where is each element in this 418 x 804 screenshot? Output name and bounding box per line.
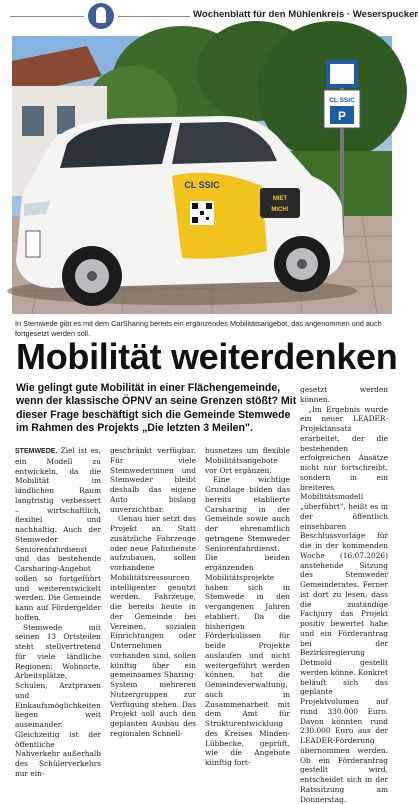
paragraph: „Im Ergebnis wurde ein neuer LEADER-Projektansatz erarbeitet, der die bestehenden erfolgreichen Ansätze nicht nur fortschreibt, sondern in ein breiteres Mobilitätsmodell „überführt", heißt es in der öffentlich einsehbaren Beschlussvorlage für die in der kommenden Woche (16.07.2026) anstehende Sitzung des Stemweder Gemeinderates. Ferner ist dort zu lesen, dass die zuständige Fachjury das Projekt positiv bewertet habe und ein Förderantrag bei der Bezirksregierung Detmold gestellt werden könne. Konkret beläuft sich das geplante Projektvolumen auf rund 330.000 Euro. Davon könnten rund 230.000 Euro aus der LEADER-Förderung übernommen werden. Ob ein Förderantrag gestellt wird, entscheidet sich in der Ratssitzung am Donnerstag. [300, 405, 388, 804]
article-lead: Wie gelingt gute Mobilität in einer Flächengemeinde, wenn der klassische ÖPNV an seine Grenzen stößt? Mit dieser Frage beschäftigt sich die Gemeinde Stemwede im Rahmen des Projekts „Die letzten 3 Meilen". [16, 382, 304, 435]
article-column-1 [15, 446, 101, 636]
paragraph: gesetzt werden können. [300, 385, 388, 405]
logo-figure [96, 7, 106, 23]
publication-logo-icon [88, 3, 114, 29]
car-brand-text: CL SSIC [184, 180, 220, 190]
photo-caption: In Stemwede gibt es mit dem CarSharing bereits ein ergänzendes Mobilitätsangebot, das angenommen und auch fortgesetzt werden soll. [15, 319, 387, 338]
sign-parking-letter: P [338, 109, 346, 123]
paragraph: Eine wichtige Grundlage bilden das bereits etablierte Carsharing in der Gemeinde sowie auch der ehrenamtlich getragene Stemweder Seniorenfahrdienst. Die beiden ergänzenden Mobilitätsprojekte haben sich in Stemwede in den vergangenen Jahren etabliert. Da die bisherigen Förderkulissen für beide Projekte auslaufen und nicht weitergeführt werden können, hat die Gemeindeverwaltung, auch in Zusammenarbeit mit dem Amt für Strukturentwicklung des Kreises Minden-Lübbecke, geprüft, wie die Angebote künftig fort- [205, 475, 290, 768]
paragraph: Stemwede mit seinen 13 Ortsteilen steht stellvertretend für viele ländliche Regionen: Wohnorte, Arbeitsplätze, Schulen, Arztpraxen und Einkaufsmöglichkeiten liegen weit auseinander. Gleichzeitig ist der öffentliche Nahverkehr außerhalb des Schülerverkehrs nur ein- [15, 623, 101, 779]
paragraph: busnetzes um flexible Mobilitätsangebote vor Ort ergänzen. [205, 446, 290, 475]
svg-text:MICH!: MICH! [271, 207, 288, 213]
car-slogan-text: MIET [273, 196, 288, 202]
header-rule-left [10, 16, 84, 17]
dateline: STEMWEDE. [15, 448, 57, 455]
paragraph: Genau hier setzt das Projekt an. Statt zusätzliche Fahrzeuge oder neue Fahrdienste aufzubauen, sollen vorhandene Mobilitätsressourcen intelligenter genutzt werden. Fahrzeuge, die bereits heute in der Gemeinde bei Vereinen, sozialen Einrichtungen oder Unternehmen vorhanden sind, sollen künftig über ein gemeinsames Sharing-System mehreren Nutzergruppen zur Verfügung stehen. Das Projekt soll auch den geplanten Ausbau des regionalen Schnell- [110, 514, 196, 738]
sign-brand-text: CL SSIC [329, 97, 355, 104]
article-headline: Mobilität weiterdenken [16, 336, 396, 378]
article-photo [12, 36, 392, 314]
article-column-2 [110, 446, 196, 636]
header-rule-mid [118, 16, 190, 17]
paragraph: geschränkt verfügbar. Für viele Stemwederinnen und Stemweder bleibt deshalb das eigene Auto bislang unverzichtbar. [110, 446, 196, 514]
publication-name: Wochenblatt für den Mühlenkreis · Weserspucker [193, 9, 398, 20]
paragraph: STEMWEDE. Ziel ist es, ein Modell zu entwickeln, da die Mobilität im ländlichen Raum langfristig verbessert – wirtschaftlich, flexibel und nachhaltig. Auch der Stemweder Seniorenfahrdienst und das bestehende Carsharing-Angebot sollen so fortgeführt und weiterentwickelt werden. Die Gemeinde kann auf Fördergelder hoffen. [15, 446, 101, 623]
article-column-3 [205, 446, 290, 636]
carsharing-car-illustration [12, 36, 392, 314]
article-column-4 [300, 385, 388, 636]
